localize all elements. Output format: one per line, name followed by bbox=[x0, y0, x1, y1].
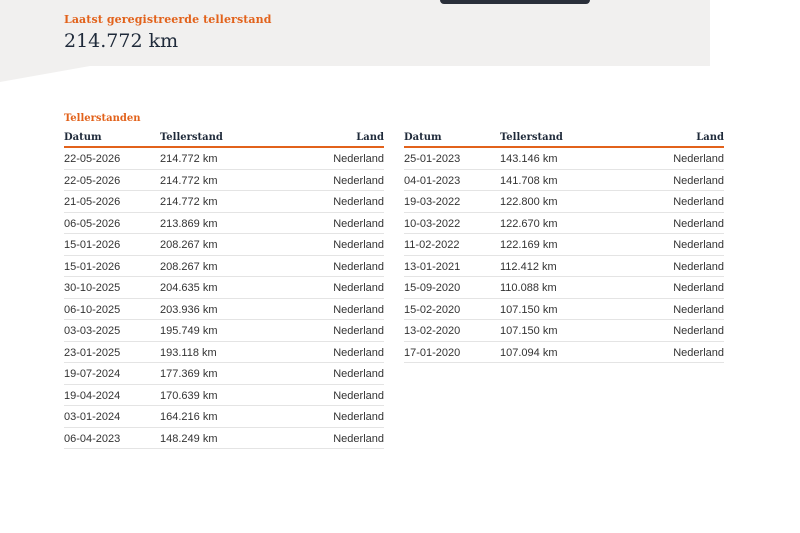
row-odometer: 122.670 km bbox=[500, 217, 558, 230]
table-row bbox=[404, 191, 724, 213]
last-reading-value: 214.772 km bbox=[64, 30, 179, 52]
row-country: Nederland bbox=[673, 196, 724, 208]
readings-table-right bbox=[404, 130, 724, 363]
license-plate-fragment bbox=[440, 0, 590, 4]
table-row bbox=[404, 320, 724, 342]
row-date: 06-10-2025 bbox=[64, 303, 121, 316]
last-reading-label: Laatst geregistreerde tellerstand bbox=[64, 13, 272, 26]
row-odometer: 203.936 km bbox=[160, 303, 218, 316]
header-odometer: Tellerstand bbox=[500, 132, 563, 143]
row-odometer: 107.150 km bbox=[500, 325, 558, 337]
row-odometer: 214.772 km bbox=[160, 174, 218, 187]
row-date: 11-02-2022 bbox=[404, 239, 460, 251]
row-country: Nederland bbox=[333, 153, 384, 165]
row-country: Nederland bbox=[333, 196, 384, 208]
row-date: 19-04-2024 bbox=[64, 389, 121, 402]
row-odometer: 193.118 km bbox=[160, 346, 217, 359]
table-row bbox=[64, 148, 384, 170]
row-country: Nederland bbox=[673, 217, 724, 230]
row-date: 19-07-2024 bbox=[64, 368, 121, 380]
row-date: 15-02-2020 bbox=[404, 303, 461, 316]
table-row bbox=[64, 406, 384, 428]
table-body bbox=[64, 148, 384, 449]
row-date: 06-04-2023 bbox=[64, 432, 121, 445]
table-row bbox=[404, 148, 724, 170]
table-row bbox=[404, 342, 724, 364]
header-country: Land bbox=[356, 132, 384, 143]
row-odometer: 204.635 km bbox=[160, 282, 218, 294]
table-row bbox=[64, 299, 384, 321]
table-row bbox=[404, 170, 724, 192]
table-header bbox=[404, 130, 724, 148]
table-row bbox=[64, 342, 384, 364]
row-odometer: 122.169 km bbox=[500, 239, 558, 251]
row-country: Nederland bbox=[673, 346, 724, 359]
row-date: 21-05-2026 bbox=[64, 196, 121, 208]
row-country: Nederland bbox=[333, 239, 384, 251]
row-odometer: 148.249 km bbox=[160, 432, 218, 445]
row-odometer: 208.267 km bbox=[160, 239, 218, 251]
row-country: Nederland bbox=[333, 260, 384, 273]
readings-section-title: Tellerstanden bbox=[64, 113, 141, 124]
header-date: Datum bbox=[64, 132, 102, 143]
row-country: Nederland bbox=[333, 432, 384, 445]
row-odometer: 164.216 km bbox=[160, 411, 218, 423]
table-row bbox=[64, 363, 384, 385]
row-date: 22-05-2026 bbox=[64, 174, 121, 187]
row-country: Nederland bbox=[673, 325, 724, 337]
row-country: Nederland bbox=[333, 303, 384, 316]
row-odometer: 213.869 km bbox=[160, 217, 218, 230]
table-row bbox=[64, 277, 384, 299]
row-date: 03-03-2025 bbox=[64, 325, 121, 337]
table-row bbox=[64, 385, 384, 407]
table-header bbox=[64, 130, 384, 148]
row-odometer: 214.772 km bbox=[160, 196, 218, 208]
row-country: Nederland bbox=[333, 282, 384, 294]
row-country: Nederland bbox=[673, 282, 724, 294]
row-date: 30-10-2025 bbox=[64, 282, 121, 294]
row-date: 15-01-2026 bbox=[64, 260, 121, 273]
row-country: Nederland bbox=[673, 174, 724, 187]
table-row bbox=[64, 170, 384, 192]
summary-panel-notch bbox=[0, 66, 90, 82]
table-row bbox=[64, 234, 384, 256]
row-odometer: 107.094 km bbox=[500, 346, 558, 359]
row-country: Nederland bbox=[333, 174, 384, 187]
row-odometer: 143.146 km bbox=[500, 153, 558, 165]
row-odometer: 208.267 km bbox=[160, 260, 218, 273]
row-date: 23-01-2025 bbox=[64, 346, 121, 359]
row-date: 03-01-2024 bbox=[64, 411, 121, 423]
row-date: 10-03-2022 bbox=[404, 217, 461, 230]
row-odometer: 141.708 km bbox=[500, 174, 558, 187]
table-row bbox=[64, 191, 384, 213]
table-row bbox=[64, 256, 384, 278]
table-row bbox=[404, 277, 724, 299]
row-odometer: 195.749 km bbox=[160, 325, 218, 337]
row-country: Nederland bbox=[673, 303, 724, 316]
header-date: Datum bbox=[404, 132, 442, 143]
table-row bbox=[64, 428, 384, 450]
header-country: Land bbox=[696, 132, 724, 143]
row-date: 22-05-2026 bbox=[64, 153, 121, 165]
row-date: 17-01-2020 bbox=[404, 346, 461, 359]
row-odometer: 112.412 km bbox=[500, 260, 557, 273]
row-date: 13-01-2021 bbox=[404, 260, 461, 273]
row-country: Nederland bbox=[333, 346, 384, 359]
row-odometer: 177.369 km bbox=[160, 368, 218, 380]
table-row bbox=[64, 320, 384, 342]
table-row bbox=[404, 256, 724, 278]
row-country: Nederland bbox=[673, 153, 724, 165]
header-odometer: Tellerstand bbox=[160, 132, 223, 143]
row-country: Nederland bbox=[333, 217, 384, 230]
row-country: Nederland bbox=[673, 239, 724, 251]
row-country: Nederland bbox=[333, 389, 384, 402]
table-row bbox=[404, 234, 724, 256]
row-date: 15-01-2026 bbox=[64, 239, 121, 251]
row-odometer: 110.088 km bbox=[500, 282, 557, 294]
row-date: 15-09-2020 bbox=[404, 282, 461, 294]
row-odometer: 122.800 km bbox=[500, 196, 558, 208]
row-country: Nederland bbox=[333, 411, 384, 423]
row-country: Nederland bbox=[333, 325, 384, 337]
row-odometer: 107.150 km bbox=[500, 303, 558, 316]
row-date: 06-05-2026 bbox=[64, 217, 121, 230]
table-body bbox=[404, 148, 724, 363]
row-country: Nederland bbox=[333, 368, 384, 380]
row-country: Nederland bbox=[673, 260, 724, 273]
table-row bbox=[64, 213, 384, 235]
row-odometer: 214.772 km bbox=[160, 153, 218, 165]
table-row bbox=[404, 299, 724, 321]
readings-table-left bbox=[64, 130, 384, 449]
table-row bbox=[404, 213, 724, 235]
row-date: 13-02-2020 bbox=[404, 325, 461, 337]
row-date: 04-01-2023 bbox=[404, 174, 461, 187]
row-date: 25-01-2023 bbox=[404, 153, 461, 165]
row-odometer: 170.639 km bbox=[160, 389, 218, 402]
row-date: 19-03-2022 bbox=[404, 196, 461, 208]
